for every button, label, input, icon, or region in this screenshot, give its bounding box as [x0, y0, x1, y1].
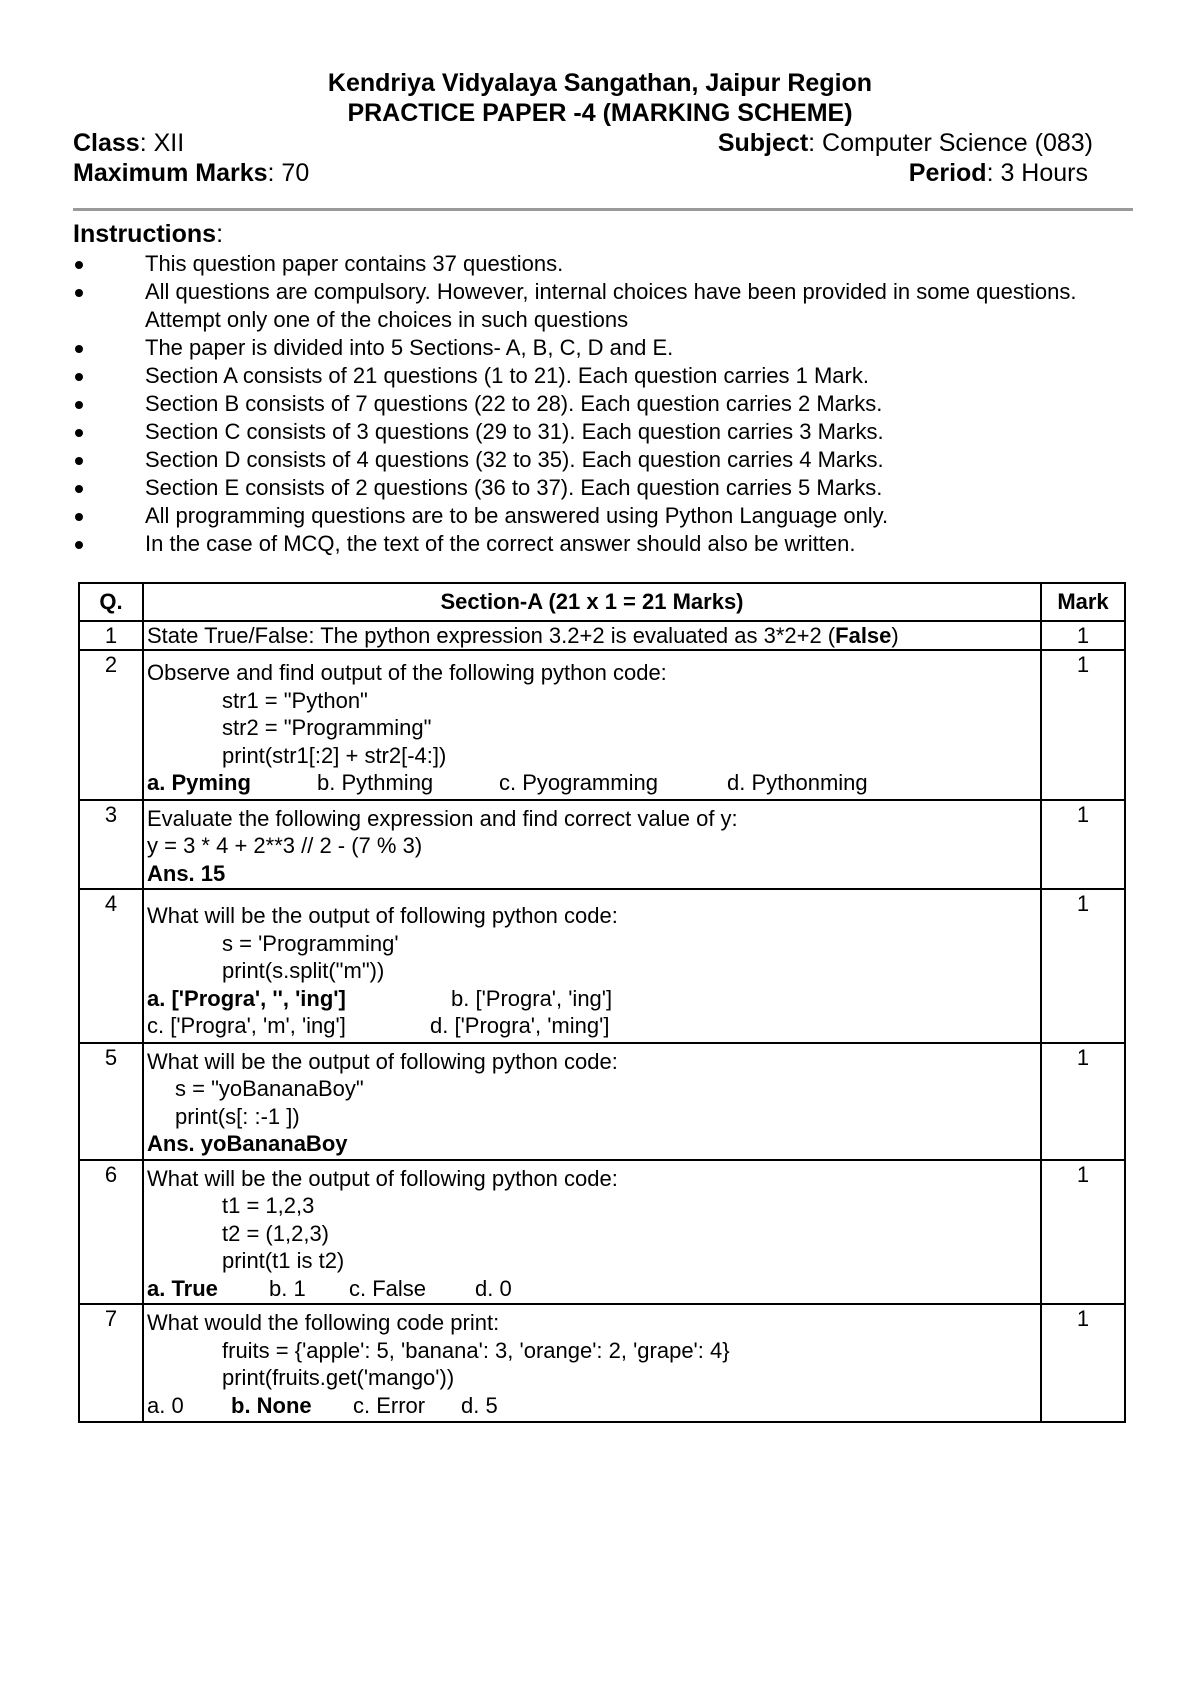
answer: Ans. 15: [147, 860, 226, 886]
code-line: t2 = (1,2,3): [222, 1220, 330, 1246]
subject-info: Subject: Computer Science (083): [717, 129, 1093, 157]
question-mark: 1: [1041, 1160, 1125, 1305]
option-d: d. ['Progra', 'ming']: [430, 1013, 610, 1038]
expression: y = 3 * 4 + 2**3 // 2 - (7 % 3): [147, 833, 423, 858]
code-line: str1 = "Python": [222, 687, 368, 713]
question-mark: 1: [1041, 1043, 1125, 1160]
question-text: Observe and find output of the following python code: str1 = "Python" str2 = "Programming" print(str1[:2] + str2[-4:]) a. Pyming b. Pythming c. Pyogramming d. Pythonming: [143, 650, 1041, 800]
option-b: b. ['Progra', 'ing']: [451, 985, 613, 1011]
code-line: t1 = 1,2,3: [222, 1193, 315, 1218]
question-mark: 1: [1041, 800, 1125, 890]
paper-title: PRACTICE PAPER -4 (MARKING SCHEME): [347, 99, 853, 127]
table-row: [79, 1304, 1125, 1422]
option-d: d. 5: [461, 1392, 498, 1418]
question-number: 1: [79, 621, 143, 651]
col-header-mark: Mark: [1041, 583, 1125, 621]
instruction-item: In the case of MCQ, the text of the correct answer should also be written.: [73, 530, 1083, 558]
instruction-item: The paper is divided into 5 Sections- A, B, C, D and E.: [73, 334, 1083, 362]
option-a: a. ['Progra', '', 'ing']: [147, 985, 346, 1011]
instruction-item: Section E consists of 2 questions (36 to 37). Each question carries 5 Marks.: [73, 474, 1083, 502]
instruction-item: Section B consists of 7 questions (22 to 28). Each question carries 2 Marks.: [73, 390, 1083, 418]
col-header-q: Q.: [79, 583, 143, 621]
bullet-icon: [75, 401, 83, 409]
option-b: b. 1: [269, 1275, 306, 1301]
options-row: [147, 1275, 1037, 1303]
code-line: str2 = "Programming": [222, 715, 432, 740]
options-row: [147, 1012, 1037, 1040]
col-header-section: Section-A (21 x 1 = 21 Marks): [143, 583, 1041, 621]
question-mark: 1: [1041, 621, 1125, 651]
question-number: 6: [79, 1160, 143, 1305]
header-divider: [73, 208, 1133, 211]
option-a: a. Pyming: [147, 770, 251, 795]
org-title: Kendriya Vidyalaya Sangathan, Jaipur Region: [327, 69, 873, 97]
instruction-item: Section C consists of 3 questions (29 to 31). Each question carries 3 Marks.: [73, 418, 1083, 446]
option-b: b. None: [231, 1392, 312, 1418]
question-number: 2: [79, 650, 143, 800]
question-text: State True/False: The python expression 3.2+2 is evaluated as 3*2+2 (False): [143, 621, 1041, 651]
bullet-icon: [75, 261, 83, 269]
code-line: print(s[: :-1 ]): [175, 1103, 300, 1129]
question-text: What will be the output of following python code: t1 = 1,2,3 t2 = (1,2,3) print(t1 is t2) a. True b. 1 c. False d. 0: [143, 1160, 1041, 1305]
option-b: b. Pythming: [317, 770, 434, 795]
class-info: Class: XII: [73, 129, 185, 157]
code-line: s = 'Programming': [222, 930, 399, 956]
table-row: [79, 889, 1125, 1043]
instruction-item: All programming questions are to be answered using Python Language only.: [73, 502, 1083, 530]
instructions-title: Instructions:: [73, 220, 224, 248]
code-line: fruits = {'apple': 5, 'banana': 3, 'orange': 2, 'grape': 4}: [222, 1337, 730, 1363]
question-text: Evaluate the following expression and find correct value of y: y = 3 * 4 + 2**3 // 2 - (7 % 3) Ans. 15: [143, 800, 1041, 890]
table-row: [79, 1043, 1125, 1160]
question-number: 5: [79, 1043, 143, 1160]
instruction-item: This question paper contains 37 questions.: [73, 250, 1083, 278]
max-marks-info: Maximum Marks: 70: [73, 159, 310, 187]
table-row: [79, 650, 1125, 800]
option-c: c. False: [349, 1275, 427, 1301]
option-c: c. Pyogramming: [499, 770, 658, 795]
bullet-icon: [75, 541, 83, 549]
instruction-item: All questions are compulsory. However, internal choices have been provided in some questions. Attempt only one of the choices in such questions: [73, 278, 1083, 334]
option-c: c. Error: [353, 1392, 426, 1418]
question-text: What will be the output of following python code: s = "yoBananaBoy" print(s[: :-1 ]) Ans. yoBananaBoy: [143, 1043, 1041, 1160]
bullet-icon: [75, 485, 83, 493]
option-a: a. 0: [147, 1392, 184, 1418]
code-line: print(fruits.get('mango')): [222, 1365, 455, 1390]
option-d: d. Pythonming: [727, 770, 868, 795]
bullet-icon: [75, 289, 83, 297]
bullet-icon: [75, 457, 83, 465]
table-row: [79, 1160, 1125, 1305]
code-line: print(str1[:2] + str2[-4:]): [222, 742, 447, 768]
option-c: c. ['Progra', 'm', 'ing']: [147, 1013, 346, 1038]
options-row: [147, 985, 1037, 1013]
answer: Ans. yoBananaBoy: [147, 1131, 348, 1156]
question-table: [78, 582, 1126, 1423]
table-header-row: [79, 583, 1125, 621]
question-number: 4: [79, 889, 143, 1043]
bullet-icon: [75, 429, 83, 437]
question-number: 7: [79, 1304, 143, 1422]
option-a: a. True: [147, 1275, 218, 1301]
instructions-list: [73, 250, 1083, 558]
code-line: print(t1 is t2): [222, 1248, 345, 1273]
code-line: print(s.split("m")): [222, 958, 385, 983]
instruction-item: Section D consists of 4 questions (32 to 35). Each question carries 4 Marks.: [73, 446, 1083, 474]
period-info: Period: 3 Hours: [908, 159, 1088, 187]
table-row: [79, 800, 1125, 890]
bullet-icon: [75, 513, 83, 521]
options-row: [147, 1392, 1037, 1420]
option-d: d. 0: [475, 1275, 512, 1301]
bullet-icon: [75, 345, 83, 353]
options-row: [147, 769, 1037, 797]
instruction-item: Section A consists of 21 questions (1 to 21). Each question carries 1 Mark.: [73, 362, 1083, 390]
question-mark: 1: [1041, 1304, 1125, 1422]
question-number: 3: [79, 800, 143, 890]
bullet-icon: [75, 373, 83, 381]
question-text: What will be the output of following python code: s = 'Programming' print(s.split("m")) a. ['Progra', '', 'ing'] b. ['Progra', 'ing'] c. ['Progra', 'm', 'ing'] d. ['Progra', 'ming']: [143, 889, 1041, 1043]
question-mark: 1: [1041, 889, 1125, 1043]
table-row: [79, 621, 1125, 651]
question-mark: 1: [1041, 650, 1125, 800]
question-text: What would the following code print: fruits = {'apple': 5, 'banana': 3, 'orange': 2, 'grape': 4} print(fruits.get('mango')) a. 0 b. None c. Error d. 5: [143, 1304, 1041, 1422]
code-line: s = "yoBananaBoy": [175, 1076, 364, 1101]
